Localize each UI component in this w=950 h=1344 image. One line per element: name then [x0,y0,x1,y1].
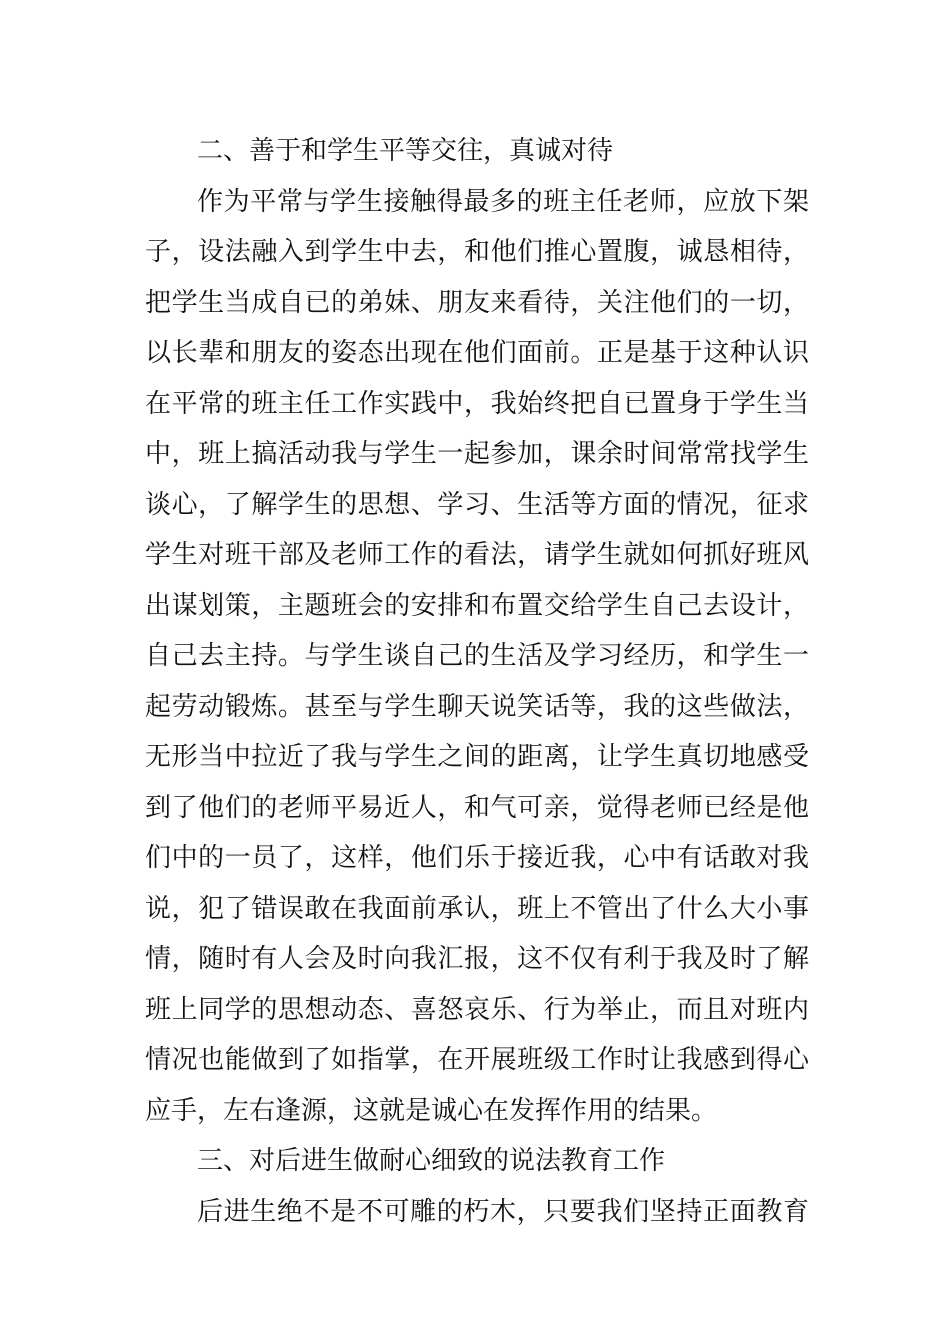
document-body [145,126,809,1237]
paragraph-line: 子，设法融入到学生中去，和他们推心置腹，诚恳相待， [145,237,809,267]
paragraph-line: 在平常的班主任工作实践中，我始终把自已置身于学生当 [145,388,809,419]
paragraph-line: 作为平常与学生接触得最多的班主任老师，应放下架 [197,186,809,217]
paragraph-line: 班上同学的思想动态、喜怒哀乐、行为举止，而且对班内 [145,994,809,1025]
paragraph-line: 情况也能做到了如指掌，在开展班级工作时让我感到得心 [145,1045,809,1075]
section-heading-3: 三、对后进生做耐心细致的说法教育工作 [197,1146,666,1176]
paragraph-line: 学生对班干部及老师工作的看法，请学生就如何抓好班风 [145,540,809,570]
paragraph-line: 以长辈和朋友的姿态出现在他们面前。正是基于这种认识 [145,338,809,368]
paragraph-line: 无形当中拉近了我与学生之间的距离，让学生真切地感受 [145,742,809,772]
paragraph-line: 把学生当成自已的弟妹、朋友来看待，关注他们的一切， [145,287,809,318]
paragraph-line: 到了他们的老师平易近人，和气可亲，觉得老师已经是他 [145,792,809,823]
paragraph-line: 说，犯了错误敢在我面前承认，班上不管出了什么大小事 [145,893,809,924]
paragraph-line: 应手，左右逢源，这就是诚心在发挥作用的结果。 [145,1095,718,1126]
paragraph-line: 出谋划策，主题班会的安排和布置交给学生自己去设计， [145,590,809,621]
paragraph-line: 自己去主持。与学生谈自己的生活及学习经历，和学生一 [145,641,809,671]
paragraph-line: 情，随时有人会及时向我汇报，这不仅有利于我及时了解 [145,944,809,974]
paragraph-line: 中，班上搞活动我与学生一起参加，课余时间常常找学生 [145,439,809,469]
paragraph-line: 谈心，了解学生的思想、学习、生活等方面的情况，征求 [145,489,809,520]
paragraph-line: 起劳动锻炼。甚至与学生聊天说笑话等，我的这些做法， [145,691,809,722]
paragraph-line: 们中的一员了，这样，他们乐于接近我，心中有话敢对我 [145,843,809,873]
section-heading-2: 二、善于和学生平等交往，真诚对待 [197,136,614,166]
paragraph-line: 后进生绝不是不可雕的朽木，只要我们坚持正面教育 [197,1196,809,1227]
